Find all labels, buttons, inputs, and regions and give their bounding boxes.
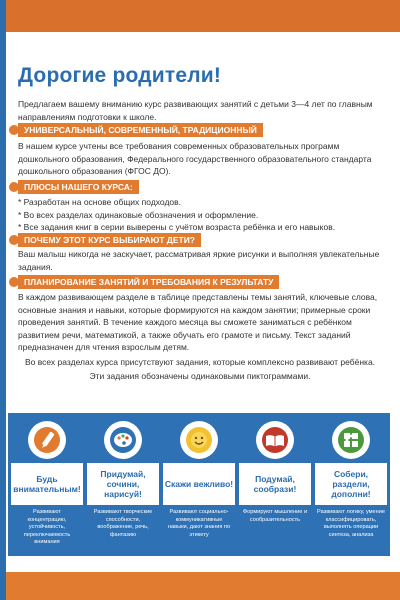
- left-blue-border: [0, 0, 6, 600]
- pictogram-title: Скажи вежливо!: [163, 463, 235, 505]
- pictogram-card-polite: [163, 413, 235, 556]
- top-orange-border: [6, 0, 400, 32]
- pictogram-card-logic: [315, 413, 387, 556]
- section-heading-label: УНИВЕРСАЛЬНЫЙ, СОВРЕМЕННЫЙ, ТРАДИЦИОННЫЙ: [18, 123, 263, 137]
- list-item: * Во всех разделах одинаковые обозначения и оформление.: [18, 209, 259, 220]
- bullet-dot: [9, 182, 19, 192]
- section-heading-label: ПОЧЕМУ ЭТОТ КУРС ВЫБИРАЮТ ДЕТИ?: [18, 233, 201, 247]
- section-text-why-kids: Ваш малыш никогда не заскучает, рассматривая яркие рисунки и выполняя увлекательные задания.: [18, 249, 380, 272]
- section-heading-label: ПЛАНИРОВАНИЕ ЗАНЯТИЙ И ТРЕБОВАНИЯ К РЕЗУЛЬТАТУ: [18, 275, 279, 289]
- pictogram-description: Развивают творческие способности, воображение, речь, фантазию: [93, 509, 153, 538]
- palette-icon: [104, 421, 142, 459]
- list-item: * Разработан на основе общих подходов.: [18, 197, 182, 207]
- pictogram-description: Формируют мышление и сообразительность: [242, 509, 308, 523]
- section-text-universal: В нашем курсе учтены все требования современных образовательных программ дошкольного образования, Федерального государственного образовательного стандарта дошкольного образования (ФГОС ДО).: [18, 141, 372, 176]
- pictogram-title: Придумай, сочини, нарисуй!: [87, 463, 159, 505]
- pictogram-card-thinking: [239, 413, 311, 556]
- page-title: Дорогие родители!: [18, 64, 222, 87]
- section-heading-pluses: [18, 180, 139, 194]
- bullet-dot: [9, 125, 19, 135]
- section-heading-planning: [18, 275, 279, 289]
- pictogram-description: Развивают концентрацию, устойчивость, переключаемость внимания: [23, 509, 71, 546]
- pictogram-card-creativity: [87, 413, 159, 556]
- pictogram-description: Развивают социально-коммуникативные навыки, дают знания по этикету: [167, 509, 231, 538]
- pictogram-title: Подумай, сообрази!: [239, 463, 311, 505]
- pencil-icon: [28, 421, 66, 459]
- pluses-list: [18, 196, 335, 234]
- section-heading-universal: [18, 123, 263, 137]
- pictogram-title: Собери, раздели, дополни!: [315, 463, 387, 505]
- bullet-dot: [9, 235, 19, 245]
- list-item: * Все задания книг в серии выверены с учётом возраста ребёнка и его навыков.: [18, 222, 336, 232]
- bullet-dot: [9, 277, 19, 287]
- pictogram-description: Развивают логику, умение классифицировать, выполнять операции синтеза, анализа: [317, 509, 385, 538]
- pictogram-title: Будь внимательным!: [11, 463, 83, 505]
- section-heading-why-kids: [18, 233, 201, 247]
- open-book-icon: [256, 421, 294, 459]
- puzzle-icon: [332, 421, 370, 459]
- section-text-planning: В каждом развивающем разделе в таблице представлены темы занятий, ключевые слова, основные знания и навыки, которые формируются на каждом занятии; примерные сроки проведения занятий. В течение каждого месяца вы сможете заниматься с ребёнком развитием речи, математикой, а также обучать его грамоте и письму. Текст заданий предназначен для чтения взрослым детям.: [18, 292, 378, 352]
- section-heading-label: ПЛЮСЫ НАШЕГО КУРСА:: [18, 180, 139, 194]
- pictogram-card-attention: [11, 413, 83, 556]
- intro-paragraph: Предлагаем вашему вниманию курс развивающих занятий с детьми 3—4 лет по главным направлениям подготовки к школе.: [18, 99, 373, 122]
- pictogram-panel: [8, 413, 390, 556]
- smiley-sun-icon: [180, 421, 218, 459]
- closing-line-1: Во всех разделах курса присутствуют задания, которые комплексно развивают ребёнка.: [24, 357, 376, 367]
- closing-line-2: Эти задания обозначены одинаковыми пиктограммами.: [89, 371, 311, 381]
- bottom-orange-border: [6, 572, 400, 600]
